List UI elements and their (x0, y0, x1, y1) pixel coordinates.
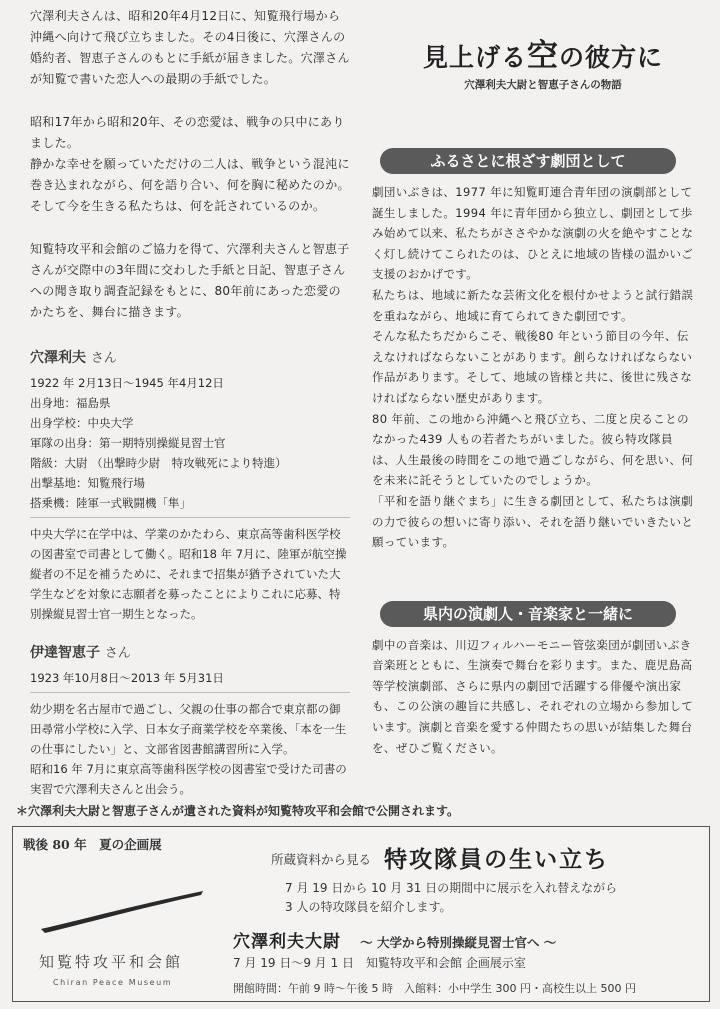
period-line-2: 3 人の特攻隊員を紹介します。 (285, 900, 452, 914)
feature-date: 7 月 19 日〜9 月 1 日 知覧特攻平和会館 企画展示室 (233, 956, 526, 970)
toshio-honorific: さん (90, 351, 117, 366)
toshio-military-origin: 軍隊の出身：第一期特別操縦見習士官 (30, 436, 226, 450)
right-column (372, 30, 694, 758)
toshio-base: 出撃基地：知覧飛行場 (30, 476, 145, 490)
section-1-paragraph: そんな私たちだからこそ、戦後80 年という節目の今年、伝えなければならないことがあります。創らなければならない作品があります。そして、地域の皆様と共に、後世に残さなければならない歴史があります。 (372, 329, 693, 405)
toshio-aircraft: 搭乗機：陸軍一式戦闘機「隼」 (30, 496, 191, 510)
chieko-profile (30, 668, 350, 693)
chieko-bio: 幼少期を名古屋市で過ごし、父親の仕事の都合で東京都の御田尋常小学校に入学、日本女子商業学校を卒業後、「本を一生の仕事にしたい」と、文部省図書館講習所に入学。 (30, 702, 347, 756)
section-1-body (372, 182, 694, 553)
section-1-heading: ふるさとに根ざす劇団として (380, 148, 676, 174)
exhibition-period (285, 879, 617, 917)
feature-name: 穴澤利夫大尉 (233, 932, 341, 952)
chieko-dates: 1923 年10月8日〜2013 年 5月31日 (30, 671, 224, 685)
chieko-honorific: さん (104, 646, 131, 661)
chieko-name-heading (30, 642, 350, 662)
intro-paragraph-4: 知覧特攻平和会館のご協力を得て、穴澤利夫さんと智恵子さんが交際中の3年間に交わした手紙と日記、智恵子さんへの聞き取り調査記録をもとに、80年前にあった恋愛のかたちを、舞台に描きます。 (30, 242, 350, 319)
toshio-school: 出身学校：中央大学 (30, 416, 134, 430)
museum-english-name: Chiran Peace Museum (53, 978, 173, 987)
main-subtitle: 穴澤利夫大尉と智恵子さんの物語 (464, 79, 622, 91)
section-2-paragraph: 劇中の音楽は、川辺フィルハーモニー管弦楽団が劇団いぶき音楽班とともに、生演奏で舞台を彩ります。また、鹿児島高等学校演劇部、さらに県内の劇団で活躍する俳優や演出家も、この公演の趣旨に共感し、それぞれの立場から参加しています。演劇と音楽を愛する仲間たちの思いが結集した舞台を、ぜひご覧ください。 (372, 637, 694, 755)
toshio-rank: 階級：大尉 （出撃時少尉 特攻戦死により特進） (30, 456, 287, 470)
toshio-name: 穴澤利夫 (30, 350, 86, 366)
section-1-paragraph: 「平和を語り継ぐまち」に生きる劇団として、私たちは演劇の力で彼らの想いに寄り添い、それを語り継いでいきたいと願っています。 (372, 493, 694, 550)
exhibition-label: 戦後 80 年 夏の企画展 (23, 837, 162, 852)
museum-logo-stroke-icon (37, 885, 207, 945)
section-2-heading: 県内の演劇人・音楽家と一緒に (380, 601, 676, 627)
main-title (392, 30, 694, 75)
intro-paragraph-2: 昭和17年から昭和20年、その恋愛は、戦争の只中にありました。 (30, 115, 345, 150)
feature-heading (233, 927, 556, 952)
toshio-name-heading (30, 347, 350, 367)
museum-block (23, 835, 223, 995)
section-2-body (372, 635, 694, 759)
period-line-1: 7 月 19 日から 10 月 31 日の期間中に展示を入れ替えながら (285, 881, 618, 895)
toshio-bio: 中央大学に在学中は、学業のかたわら、東京高等歯科医学校の図書室で司書として働く。昭和18 年 7月に、陸軍が航空操縦者の不足を補うために、それまで招集が猶予されていた大学生などを対象に志願者を募ったことによりこれに応募、特別操縦見習士官一期生となった。 (30, 527, 347, 621)
exhibition-box (12, 826, 710, 1002)
exhibition-details (223, 835, 703, 995)
opening-hours-fees: 開館時間：午前 9 時〜午後 5 時 入館料：小中学生 300 円・高校生以上 500 円 (233, 982, 636, 995)
headline-title: 特攻隊員の生い立ち (384, 846, 610, 873)
toshio-profile (30, 373, 350, 518)
section-1-paragraph: 80 年前、この地から沖縄へと飛び立ち、二度と戻ることのなかった439 人もの若者たちがいました。彼ら特攻隊員は、人生最後の時間をこの地で過ごしながら、何を思い、何を未来に託そうとしていたのでしょうか。 (372, 411, 694, 488)
feature-subtitle: ～ 大学から特別操縦見習士官へ ～ (360, 935, 557, 950)
museum-name: 知覧特攻平和会館 (39, 953, 184, 971)
main-title-sky: 空 (527, 38, 559, 74)
title-block (392, 30, 694, 92)
chieko-name: 伊達智恵子 (30, 645, 100, 661)
intro-paragraph-1: 穴澤利夫さんは、昭和20年4月12日に、知覧飛行場から沖縄へ向けて飛び立ちました。その4日後に、穴澤さんの婚約者、智恵子さんのもとに手紙が届きました。穴澤さんが知覧で書いた恋人への最期の手紙でした。 (30, 9, 350, 86)
intro-paragraph-3: 静かな幸せを願っていただけの二人は、戦争という混沌に巻き込まれながら、何を語り合い、何を胸に秘めたのか。そして今を生きる私たちは、何を託されているのか。 (30, 157, 350, 213)
left-column (30, 6, 350, 799)
toshio-birthplace: 出身地：福島県 (30, 396, 111, 410)
toshio-dates: 1922 年 2月13日〜1945 年4月12日 (30, 376, 224, 390)
main-title-post: の彼方に (559, 43, 664, 72)
section-1-paragraph: 劇団いぶきは、1977 年に知覧町連合青年団の演劇部として誕生しました。1994 年に青年団から独立し、劇団として歩み始めて以来、私たちがささやかな演劇の火を絶やすことなく灯し続けてこられたのは、ひとえに地域の皆様の温かいご支援のおかげです。 (372, 185, 694, 282)
archive-note: ＊穴澤利夫大尉と智恵子さんが遺された資料が知覧特攻平和会館で公開されます。 (16, 804, 460, 818)
headline-prefix: 所蔵資料から見る (271, 852, 372, 867)
chieko-bio-2: 昭和16 年 7月に東京高等歯科医学校の図書室で受けた司書の実習で穴澤利夫さんと出会う。 (30, 762, 347, 796)
exhibition-headline (271, 841, 609, 874)
main-title-pre: 見上げる (422, 43, 527, 72)
section-1-paragraph: 私たちは、地域に新たな芸術文化を根付かせようと試行錯誤を重ねながら、地域に育てられてきた劇団です。 (372, 287, 694, 323)
